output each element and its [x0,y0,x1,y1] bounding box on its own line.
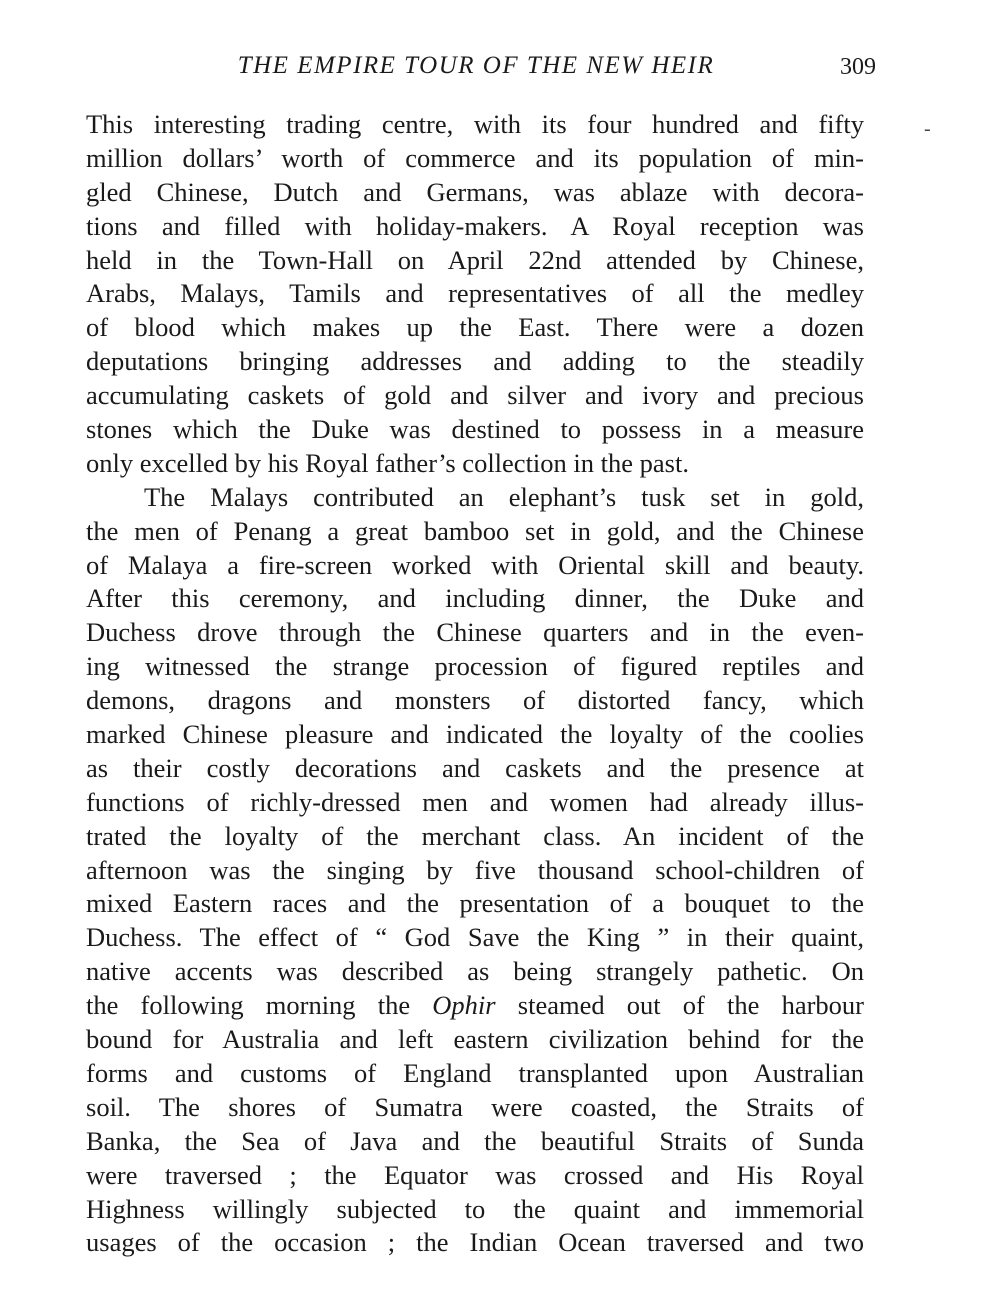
text-line: trated the loyalty of the merchant class. An incident of the [86,820,864,851]
text-line: soil. The shores of Sumatra were coasted, the Straits of [86,1091,864,1122]
text-line: bound for Australia and left eastern civilization behind for the [86,1024,864,1055]
text-line: gled Chinese, Dutch and Germans, was ablaze with decora- [86,176,864,207]
running-head [86,52,876,92]
text-line: were traversed ; the Equator was crossed and His Royal [86,1159,864,1190]
text-line: mixed Eastern races and the presentation of a bouquet to the [86,888,864,919]
page-number: 309 [840,54,876,80]
text-line: accumulating caskets of gold and silver and ivory and precious [86,380,864,411]
text-line: of Malaya a fire-screen worked with Oriental skill and beauty. [86,549,864,580]
paragraph-1 [86,108,864,481]
body-text [86,108,864,1260]
text-line: forms and customs of England transplanted upon Australian [86,1057,864,1088]
margin-mark: - [924,118,931,140]
text-line: as their costly decorations and caskets and the presence at [86,752,864,783]
text-line: the men of Penang a great bamboo set in gold, and the Chinese [86,515,864,546]
text-line: After this ceremony, and including dinner, the Duke and [86,583,864,614]
text-line: marked Chinese pleasure and indicated the loyalty of the coolies [86,719,864,750]
text-line: Duchess drove through the Chinese quarters and in the even- [86,617,864,648]
text-line: Banka, the Sea of Java and the beautiful Straits of Sunda [86,1125,864,1156]
text-line: usages of the occasion ; the Indian Ocean traversed and two [86,1227,864,1258]
ship-name: Ophir [432,990,496,1021]
text-fragment: the following morning the [86,990,411,1021]
text-line: Arabs, Malays, Tamils and representatives of all the medley [86,278,864,309]
text-line: native accents was described as being strangely pathetic. On [86,956,864,987]
text-line: tions and filled with holiday-makers. A Royal reception was [86,210,864,241]
text-line: functions of richly-dressed men and women had already illus- [86,786,864,817]
text-line: of blood which makes up the East. There were a dozen [86,312,864,343]
text-line: stones which the Duke was destined to possess in a measure [86,414,864,445]
text-line: million dollars’ worth of commerce and its population of min- [86,142,864,173]
text-line: ing witnessed the strange procession of figured reptiles and [86,651,864,682]
text-line: Duchess. The effect of “ God Save the King ” in their quaint, [86,922,864,953]
running-title: THE EMPIRE TOUR OF THE NEW HEIR [237,52,715,79]
text-line-with-ship-name [86,989,864,1023]
text-fragment: steamed out of the harbour [517,990,865,1021]
text-line: held in the Town-Hall on April 22nd attended by Chinese, [86,244,864,275]
text-line: only excelled by his Royal father’s collection in the past. [86,447,689,478]
paragraph-2 [86,481,864,1260]
text-line: This interesting trading centre, with its four hundred and fifty [86,109,864,139]
text-line: The Malays contributed an elephant’s tusk set in gold, [144,481,864,512]
text-line: Highness willingly subjected to the quaint and immemorial [86,1193,864,1224]
text-line: afternoon was the singing by five thousand school-children of [86,854,864,885]
text-line: deputations bringing addresses and adding to the steadily [86,346,864,377]
text-line: demons, dragons and monsters of distorted fancy, which [86,685,864,716]
